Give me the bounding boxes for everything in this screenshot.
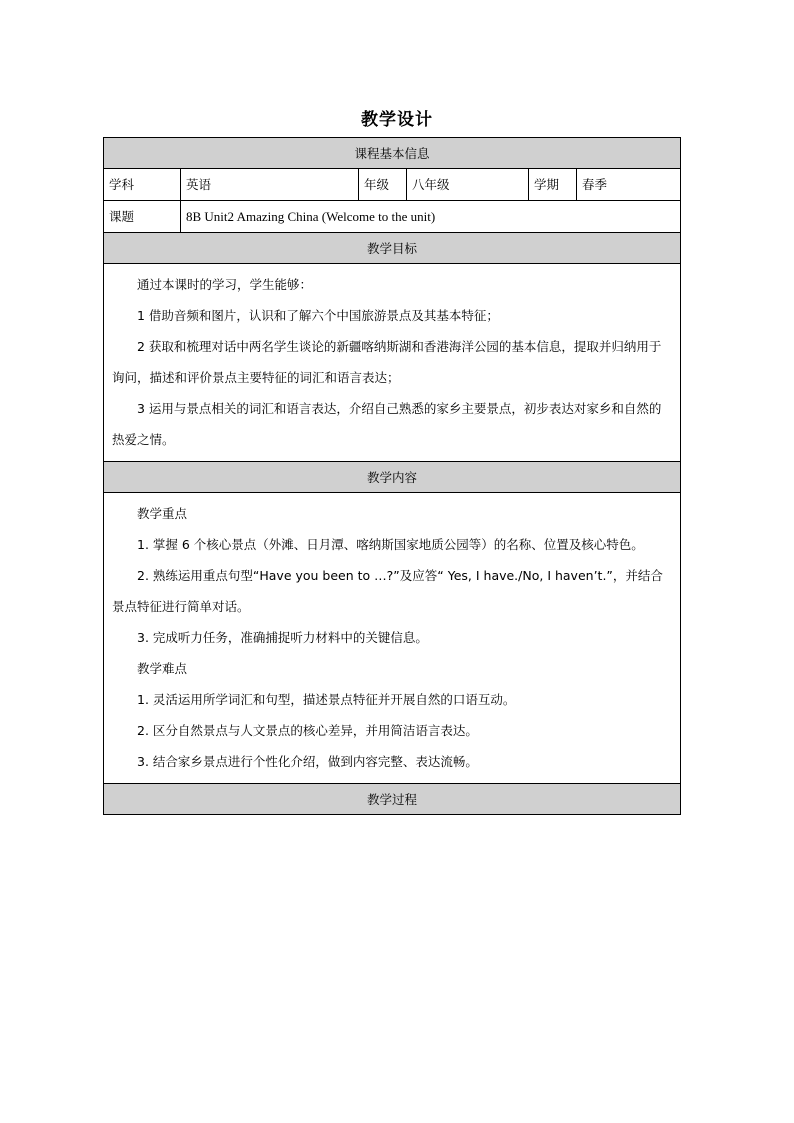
subject-label: 学科	[104, 169, 181, 201]
key-point-item: 1. 掌握 6 个核心景点（外滩、日月潭、喀纳斯国家地质公园等）的名称、位置及核心特色。	[137, 537, 644, 552]
basic-info-header: 课程基本信息	[104, 138, 681, 169]
objective-item: 3 运用与景点相关的词汇和语言表达，介绍自己熟悉的家乡主要景点，初步表达对家乡和自然的热爱之情。	[112, 401, 662, 447]
content-header: 教学内容	[104, 462, 681, 493]
subject-value: 英语	[181, 169, 359, 201]
teaching-content	[104, 493, 681, 784]
basic-info-header-row	[104, 138, 681, 169]
objectives-intro: 通过本课时的学习，学生能够：	[137, 277, 313, 292]
term-label: 学期	[529, 169, 577, 201]
content-header-row	[104, 462, 681, 493]
process-header: 教学过程	[104, 784, 681, 815]
content-row	[104, 493, 681, 784]
objectives-row	[104, 264, 681, 462]
objectives-header: 教学目标	[104, 233, 681, 264]
term-value: 春季	[577, 169, 681, 201]
objectives-header-row	[104, 233, 681, 264]
grade-value: 八年级	[407, 169, 529, 201]
objectives-content	[104, 264, 681, 462]
topic-row	[104, 201, 681, 233]
document-title: 教学设计	[361, 110, 433, 130]
subject-row	[104, 169, 681, 201]
process-header-row	[104, 784, 681, 815]
key-points-title: 教学重点	[137, 506, 188, 521]
key-point-item: 2. 熟练运用重点句型“Have you been to …?”及应答“ Yes, I have./No, I haven’t.”，并结合景点特征进行简单对话。	[112, 568, 663, 614]
topic-label: 课题	[104, 201, 181, 233]
objective-item: 2 获取和梳理对话中两名学生谈论的新疆喀纳斯湖和香港海洋公园的基本信息，提取并归纳用于询问，描述和评价景点主要特征的词汇和语言表达；	[112, 339, 662, 385]
difficult-point-item: 2. 区分自然景点与人文景点的核心差异，并用简洁语言表达。	[137, 723, 478, 738]
grade-label: 年级	[359, 169, 407, 201]
difficult-point-item: 3. 结合家乡景点进行个性化介绍，做到内容完整、表达流畅。	[137, 754, 478, 769]
difficult-point-item: 1. 灵活运用所学词汇和句型，描述景点特征并开展自然的口语互动。	[137, 692, 516, 707]
difficult-points-title: 教学难点	[137, 661, 188, 676]
key-point-item: 3. 完成听力任务，准确捕捉听力材料中的关键信息。	[137, 630, 428, 645]
lesson-plan-table	[103, 137, 681, 815]
topic-value: 8B Unit2 Amazing China (Welcome to the unit)	[181, 201, 681, 233]
objective-item: 1 借助音频和图片，认识和了解六个中国旅游景点及其基本特征；	[137, 308, 499, 323]
